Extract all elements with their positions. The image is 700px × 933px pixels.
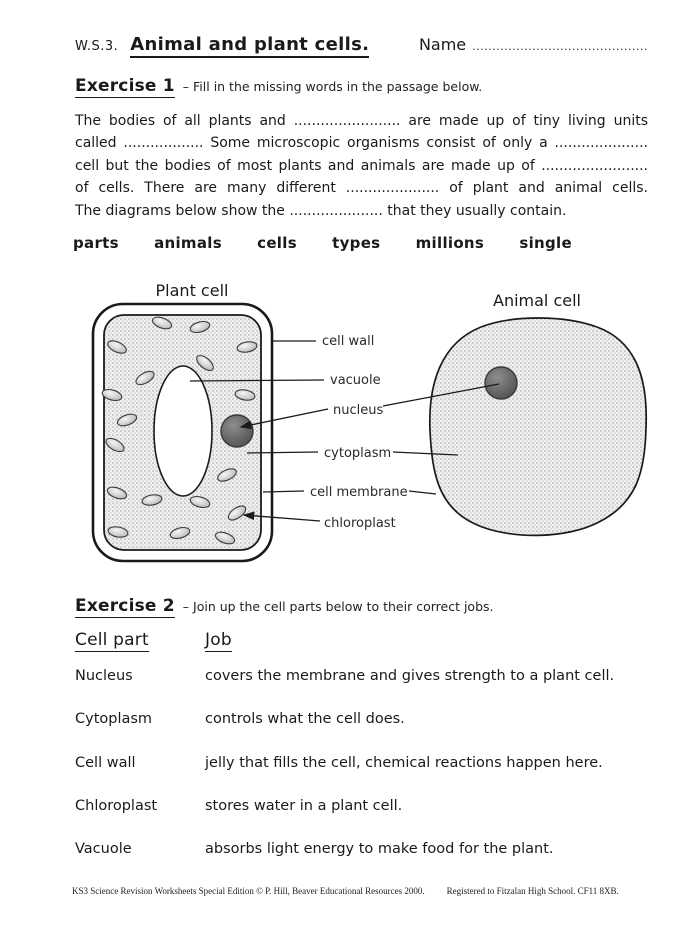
footer-right: Registered to Fitzalan High School. CF11 8XB.: [446, 886, 619, 896]
matching-table: [75, 668, 670, 884]
cell-part-job: covers the membrane and gives strength to a plant cell.: [205, 668, 615, 684]
name-field: [419, 35, 648, 54]
passage-line: The diagrams below show the ..................... that they usually contain.: [75, 202, 567, 219]
exercise1-instruction: – Fill in the missing words in the passage below.: [182, 79, 483, 94]
cell-diagram: [0, 270, 700, 592]
fill-in-passage: [75, 110, 648, 222]
cell-part-name: Vacuole: [75, 841, 132, 858]
cell-part-name: Chloroplast: [75, 797, 158, 814]
vacuole-shape: [154, 366, 212, 496]
table-row: [75, 841, 670, 884]
cell-membrane-label: cell membrane: [310, 485, 408, 500]
passage-line: cell but the bodies of most plants and animals are made up of ........................: [75, 157, 648, 174]
word-bank-item: cells: [257, 234, 297, 252]
word-bank-item: millions: [415, 234, 485, 252]
word-bank-item: animals: [154, 234, 222, 252]
plant-cell-title: Plant cell: [155, 281, 229, 300]
word-bank: [73, 234, 572, 252]
cell-part-job: stores water in a plant cell.: [205, 797, 403, 814]
worksheet-number: W.S.3.: [75, 39, 119, 54]
word-bank-item: parts: [73, 234, 119, 252]
exercise1-heading: [75, 76, 482, 98]
column-header-job: Job: [205, 630, 232, 650]
cell-part-job: absorbs light energy to make food for the plant.: [205, 841, 554, 858]
cell-part-name: Nucleus: [75, 668, 133, 684]
table-row: [75, 668, 670, 711]
footer-credit: [72, 886, 660, 896]
word-bank-item: single: [519, 234, 572, 252]
passage-line: of cells. There are many different ..................... of plant and animal cells.: [75, 180, 648, 197]
worksheet-header: [75, 34, 648, 58]
exercise2-title: Exercise 2: [75, 596, 175, 616]
exercise2-instruction: – Join up the cell parts below to their correct jobs.: [182, 599, 494, 614]
animal-nucleus-shape: [485, 367, 517, 399]
exercise2-heading: [75, 596, 494, 618]
table-row: [75, 798, 670, 841]
plant-nucleus-shape: [221, 415, 253, 447]
exercise1-title: Exercise 1: [75, 76, 175, 96]
name-label: Name: [418, 35, 467, 54]
page-title: Animal and plant cells.: [130, 34, 369, 58]
cell-part-name: Cytoplasm: [75, 711, 153, 728]
chloroplast-label: chloroplast: [324, 516, 396, 531]
animal-cell-membrane-shape: [430, 318, 646, 535]
cell-membrane-leader-line-animal: [409, 491, 436, 494]
animal-cell-title: Animal cell: [493, 291, 581, 310]
nucleus-label: nucleus: [333, 403, 384, 418]
footer-left: KS3 Science Revision Worksheets Special Edition © P. Hill, Beaver Educational Resources 2000.: [72, 886, 425, 896]
word-bank-item: types: [332, 234, 381, 252]
passage-line: The bodies of all plants and ........................ are made up of tiny living units: [75, 113, 648, 129]
cell-part-job: controls what the cell does.: [205, 711, 405, 728]
table-row: [75, 755, 670, 798]
cell-part-job: jelly that fills the cell, chemical reactions happen here.: [205, 754, 603, 771]
cell-part-name: Cell wall: [75, 754, 136, 771]
table-row: [75, 711, 670, 754]
column-header-cell-part: Cell part: [75, 630, 149, 650]
vacuole-label: vacuole: [330, 373, 381, 388]
passage-line: called .................. Some microscopic organisms consist of only a .....................: [75, 135, 648, 152]
name-blank-line: ............................................: [472, 40, 648, 53]
cytoplasm-label: cytoplasm: [324, 446, 392, 461]
cell-wall-label: cell wall: [322, 334, 375, 349]
